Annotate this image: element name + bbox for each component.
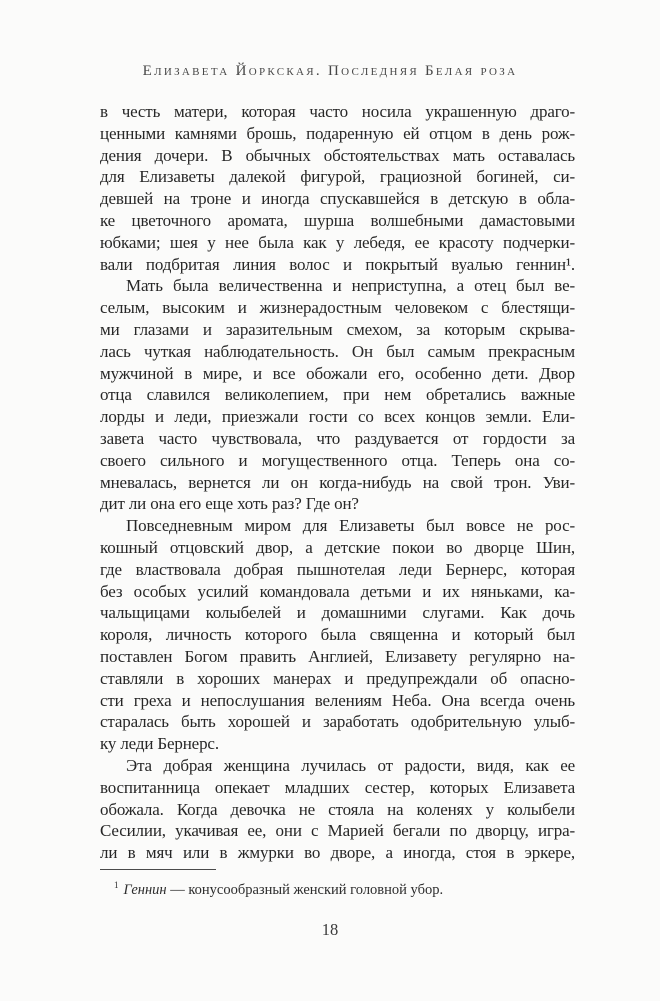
text-line: вали подбритая линия волос и покрытый вуалью геннин¹. (100, 254, 575, 274)
text-line: Сесилии, укачивая ее, они с Марией бегали по дворцу, игра- (100, 821, 575, 841)
text-line: в честь матери, которая часто носила украшенную драго- (100, 102, 575, 121)
text-line: ценными камнями брошь, подаренную ей отцом в день рож- (100, 123, 575, 143)
text-line: где властвовала добрая пышнотелая леди Бернерс, которая (100, 559, 575, 579)
text-line: ку леди Бернерс. (100, 734, 219, 754)
text-line: чальщицами колыбелей и домашними слугами. Как дочь (100, 603, 575, 623)
text-line: ми глазами и заразительным смехом, за которым скрыва- (100, 319, 575, 339)
running-header: Елизавета Йоркская. Последняя Белая роза (142, 63, 518, 79)
text-line: для Елизаветы далекой фигурой, грациозной богиней, си- (100, 167, 575, 187)
footnote (100, 876, 575, 900)
text-line: без особых усилий командовала детьми и их няньками, ка- (100, 581, 575, 601)
text-line: селым, высоким и жизнерадостным человеком с блестящи- (100, 298, 575, 318)
footnote-term: Геннин (123, 881, 167, 898)
text-line: ставляли в хороших манерах и предупреждали об опасно- (100, 668, 575, 688)
text-line: Повседневным миром для Елизаветы был вовсе не рос- (126, 516, 575, 536)
footnote-text: — конусообразный женский головной убор. (166, 881, 444, 898)
text-line: дения дочери. В обычных обстоятельствах мать оставалась (100, 145, 575, 165)
page-number: 18 (321, 920, 339, 939)
text-line: Эта добрая женщина лучилась от радости, видя, как ее (126, 755, 575, 775)
body-text (100, 101, 575, 864)
text-line: старалась быть хорошей и заработать одобрительную улыб- (100, 712, 575, 732)
text-line: лась чуткая наблюдательность. Он был самым прекрасным (100, 341, 575, 361)
text-line: обожала. Когда девочка не стояла на коленях у колыбели (100, 799, 575, 819)
text-line: лорды и леди, приезжали гости со всех концов земли. Ели- (100, 407, 575, 427)
text-line: мневалась, вернется ли он когда-нибудь на свой трон. Уви- (100, 472, 575, 492)
text-line: отца славился великолепием, при нем обретались важные (100, 385, 575, 405)
text-line: девшей на троне и иногда спускавшейся в детскую в обла- (100, 189, 575, 209)
text-line: ке цветочного аромата, шурша волшебными дамастовыми (100, 210, 575, 230)
text-line: ли в мяч или в жмурки во дворе, а иногда, стоя в эркере, (100, 843, 575, 863)
text-line: дит ли она его еще хоть раз? Где он? (100, 494, 359, 514)
text-line: мужчиной в мире, и все обожали его, особенно дети. Двор (100, 363, 575, 383)
text-line: воспитанница опекает младших сестер, которых Елизавета (100, 777, 575, 797)
text-line: поставлен Богом править Англией, Елизавету регулярно на- (100, 646, 575, 666)
text-line: своего сильного и могущественного отца. Теперь она со- (100, 450, 575, 470)
text-line: Мать была величественна и неприступна, а отец был ве- (126, 276, 575, 296)
text-line: завета часто чувствовала, что раздувается от гордости за (100, 428, 575, 448)
text-line: короля, личность которого была священна и который был (100, 625, 575, 645)
footnote-marker: 1 (114, 880, 119, 890)
text-line: кошный отцовский двор, а детские покои во дворце Шин, (100, 537, 575, 557)
text-line: юбками; шея у нее была как у лебедя, ее красоту подчерки- (100, 232, 575, 252)
text-line: сти греха и непослушания велениям Неба. Она всегда очень (100, 690, 575, 710)
footnote-separator (100, 869, 216, 870)
